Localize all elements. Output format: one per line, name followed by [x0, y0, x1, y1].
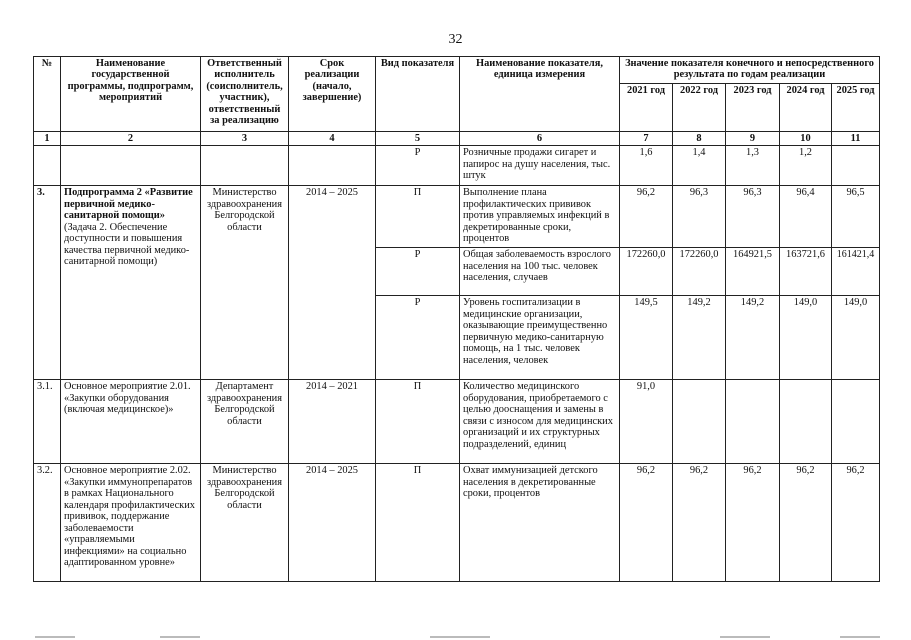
value-cell: 149,2 [726, 296, 780, 380]
value-cell: 96,2 [620, 464, 673, 582]
scan-artifact [840, 636, 880, 638]
indicator-name: Количество медицинского оборудования, приобретаемого с целью дооснащения и замены в связи с износом для медицинских организаций и их структурных подразделений, единиц [460, 380, 620, 464]
value-cell [726, 380, 780, 464]
page-number: 32 [448, 32, 463, 47]
value-cell: 96,3 [726, 186, 780, 248]
scan-artifact [35, 636, 75, 638]
program-indicators-table [33, 56, 880, 582]
indicator-type: П [376, 464, 460, 582]
column-number: 3 [201, 132, 289, 146]
column-number: 4 [289, 132, 376, 146]
row-number: 3.1. [34, 380, 61, 464]
indicator-name: Выполнение плана профилактических прививок против управляемых инфекций в декретированные сроки, процентов [460, 186, 620, 248]
value-cell: 1,2 [780, 146, 832, 186]
term: 2014 – 2021 [289, 380, 376, 464]
subprogram-task: (Задача 2. Обеспечение доступности и повышения качества первичной медико-санитарной помощи) [64, 221, 190, 268]
value-cell: 161421,4 [832, 248, 880, 296]
value-cell [673, 380, 726, 464]
executor: Департамент здравоохранения Белгородской области [201, 380, 289, 464]
value-cell: 149,5 [620, 296, 673, 380]
term: 2014 – 2025 [289, 186, 376, 380]
value-cell: 1,6 [620, 146, 673, 186]
row-number: 3. [34, 186, 61, 380]
column-numbers-row [34, 132, 880, 146]
value-cell: 91,0 [620, 380, 673, 464]
header-number: № [34, 57, 61, 132]
indicator-type: П [376, 186, 460, 248]
column-number: 5 [376, 132, 460, 146]
value-cell: 163721,6 [780, 248, 832, 296]
value-cell: 1,3 [726, 146, 780, 186]
value-cell: 149,2 [673, 296, 726, 380]
header-indicator-type: Вид показателя [376, 57, 460, 132]
column-number: 10 [780, 132, 832, 146]
program-name: Основное мероприятие 2.01. «Закупки оборудования (включая медицинское)» [61, 380, 201, 464]
table-row [34, 186, 880, 248]
indicator-name: Общая заболеваемость взрослого населения на 100 тыс. человек населения, случаев [460, 248, 620, 296]
column-number: 9 [726, 132, 780, 146]
header-program-name: Наименование государственной программы, подпрограмм, мероприятий [61, 57, 201, 132]
table-row [34, 380, 880, 464]
column-number: 1 [34, 132, 61, 146]
row-number: 3.2. [34, 464, 61, 582]
table-row [34, 464, 880, 582]
header-executor: Ответственный исполнитель (соисполнитель, участник), ответственный за реализацию [201, 57, 289, 132]
value-cell [832, 146, 880, 186]
value-cell: 96,2 [673, 464, 726, 582]
indicator-type: Р [376, 296, 460, 380]
column-number: 11 [832, 132, 880, 146]
scan-artifact [160, 636, 200, 638]
program-name: Основное мероприятие 2.02. «Закупки иммунопрепаратов в рамках Национального календаря профилактических прививок, поддержание заболеваемости «управляемыми инфекциями» на социально адаптированном уровне» [61, 464, 201, 582]
value-cell: 149,0 [780, 296, 832, 380]
header-values-by-year: Значение показателя конечного и непосредственного результата по годам реализации [620, 57, 880, 84]
value-cell: 172260,0 [673, 248, 726, 296]
value-cell: 96,2 [726, 464, 780, 582]
column-number: 8 [673, 132, 726, 146]
value-cell: 96,2 [620, 186, 673, 248]
column-number: 6 [460, 132, 620, 146]
indicator-type: Р [376, 146, 460, 186]
indicator-name: Розничные продажи сигарет и папирос на душу населения, тыс. штук [460, 146, 620, 186]
header-year: 2025 год [832, 84, 880, 132]
column-number: 2 [61, 132, 201, 146]
value-cell: 149,0 [832, 296, 880, 380]
value-cell: 96,5 [832, 186, 880, 248]
header-year: 2023 год [726, 84, 780, 132]
header-indicator-name: Наименование показателя, единица измерения [460, 57, 620, 132]
executor: Министерство здравоохранения Белгородской области [201, 186, 289, 380]
indicator-name: Уровень госпитализации в медицинские организации, оказывающие преимущественно первичную медико-санитарную помощь, на 1 тыс. человек населения, человек [460, 296, 620, 380]
header-year: 2022 год [673, 84, 726, 132]
header-year: 2021 год [620, 84, 673, 132]
header-term: Срок реализации (начало, завершение) [289, 57, 376, 132]
executor: Министерство здравоохранения Белгородской области [201, 464, 289, 582]
term: 2014 – 2025 [289, 464, 376, 582]
value-cell [832, 380, 880, 464]
value-cell: 164921,5 [726, 248, 780, 296]
value-cell: 96,2 [780, 464, 832, 582]
value-cell: 96,2 [832, 464, 880, 582]
table-row [34, 146, 880, 186]
header-year: 2024 год [780, 84, 832, 132]
scan-artifact [430, 636, 490, 638]
subprogram-title: Подпрограмма 2 «Развитие первичной медико-санитарной помощи» [64, 187, 193, 222]
indicator-type: П [376, 380, 460, 464]
value-cell: 96,4 [780, 186, 832, 248]
value-cell: 1,4 [673, 146, 726, 186]
scan-artifact [720, 636, 770, 638]
indicator-type: Р [376, 248, 460, 296]
value-cell: 172260,0 [620, 248, 673, 296]
value-cell: 96,3 [673, 186, 726, 248]
value-cell [780, 380, 832, 464]
indicator-name: Охват иммунизацией детского населения в декретированные сроки, процентов [460, 464, 620, 582]
header-row [34, 57, 880, 84]
program-name [61, 186, 201, 380]
column-number: 7 [620, 132, 673, 146]
